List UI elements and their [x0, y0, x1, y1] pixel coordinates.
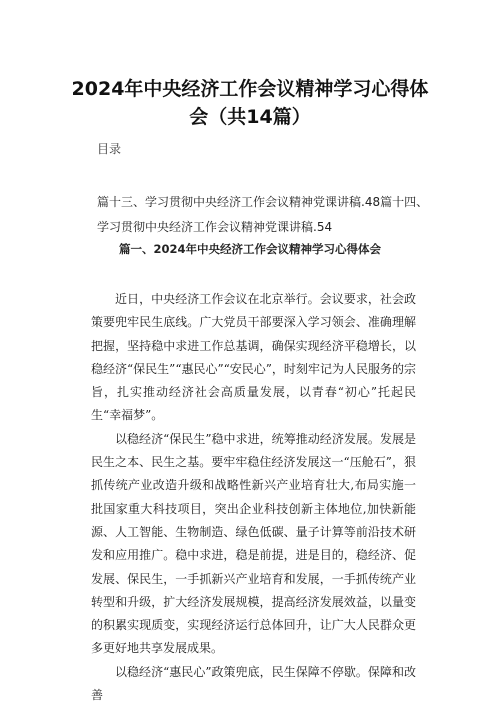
toc-heading: 目录 [97, 142, 122, 156]
section-heading: 篇一、2024年中央经济工作会议精神学习心得体会 [118, 242, 381, 256]
toc-entry: 篇十三、学习贯彻中央经济工作会议精神党课讲稿.48篇十四、 [97, 195, 429, 209]
paragraph: 以稳经济“惠民心”政策兜底，民生保障不停歇。保障和改善 [91, 664, 416, 703]
document-title-line-2: 会（共14篇） [189, 106, 311, 128]
toc-entry: 学习贯彻中央经济工作会议精神党课讲稿.54 [97, 220, 333, 234]
paragraph: 以稳经济“保民生”稳中求进，统筹推动经济发展。发展是民生之本、民生之基。要牢牢稳住经济发展这一“压舱石”，狠抓传统产业改造升级和战略性新兴产业培育壮大,布局实施一批国家重大科技项目，突出企业科技创新主体地位,加快新能源、人工智能、生物制造、绿色低碳、量子计算等前沿技术研发和应用推广。稳中求进，稳是前提，进是目的，稳经济、促发展、保民生，一手抓新兴产业培育和发展，一手抓传统产业转型和升级，扩大经济发展规模，提高经济发展效益，以量变的积累实现质变，实现经济运行总体回升，让广大人民群众更多更好地共享发展成果。 [91, 431, 416, 656]
document-title-line-1: 2024年中央经济工作会议精神学习心得体 [71, 78, 429, 100]
body-text [91, 288, 416, 707]
paragraph: 近日，中央经济工作会议在北京举行。会议要求，社会政策要兜牢民生底线。广大党员干部要深入学习领会、准确理解把握，坚持稳中求进工作总基调，确保实现经济平稳增长，以稳经济“保民生”“惠民心”“安民心”，时刻牢记为人民服务的宗旨，扎实推动经济社会高质量发展，以青春“初心”托起民生“幸福梦”。 [91, 292, 416, 423]
